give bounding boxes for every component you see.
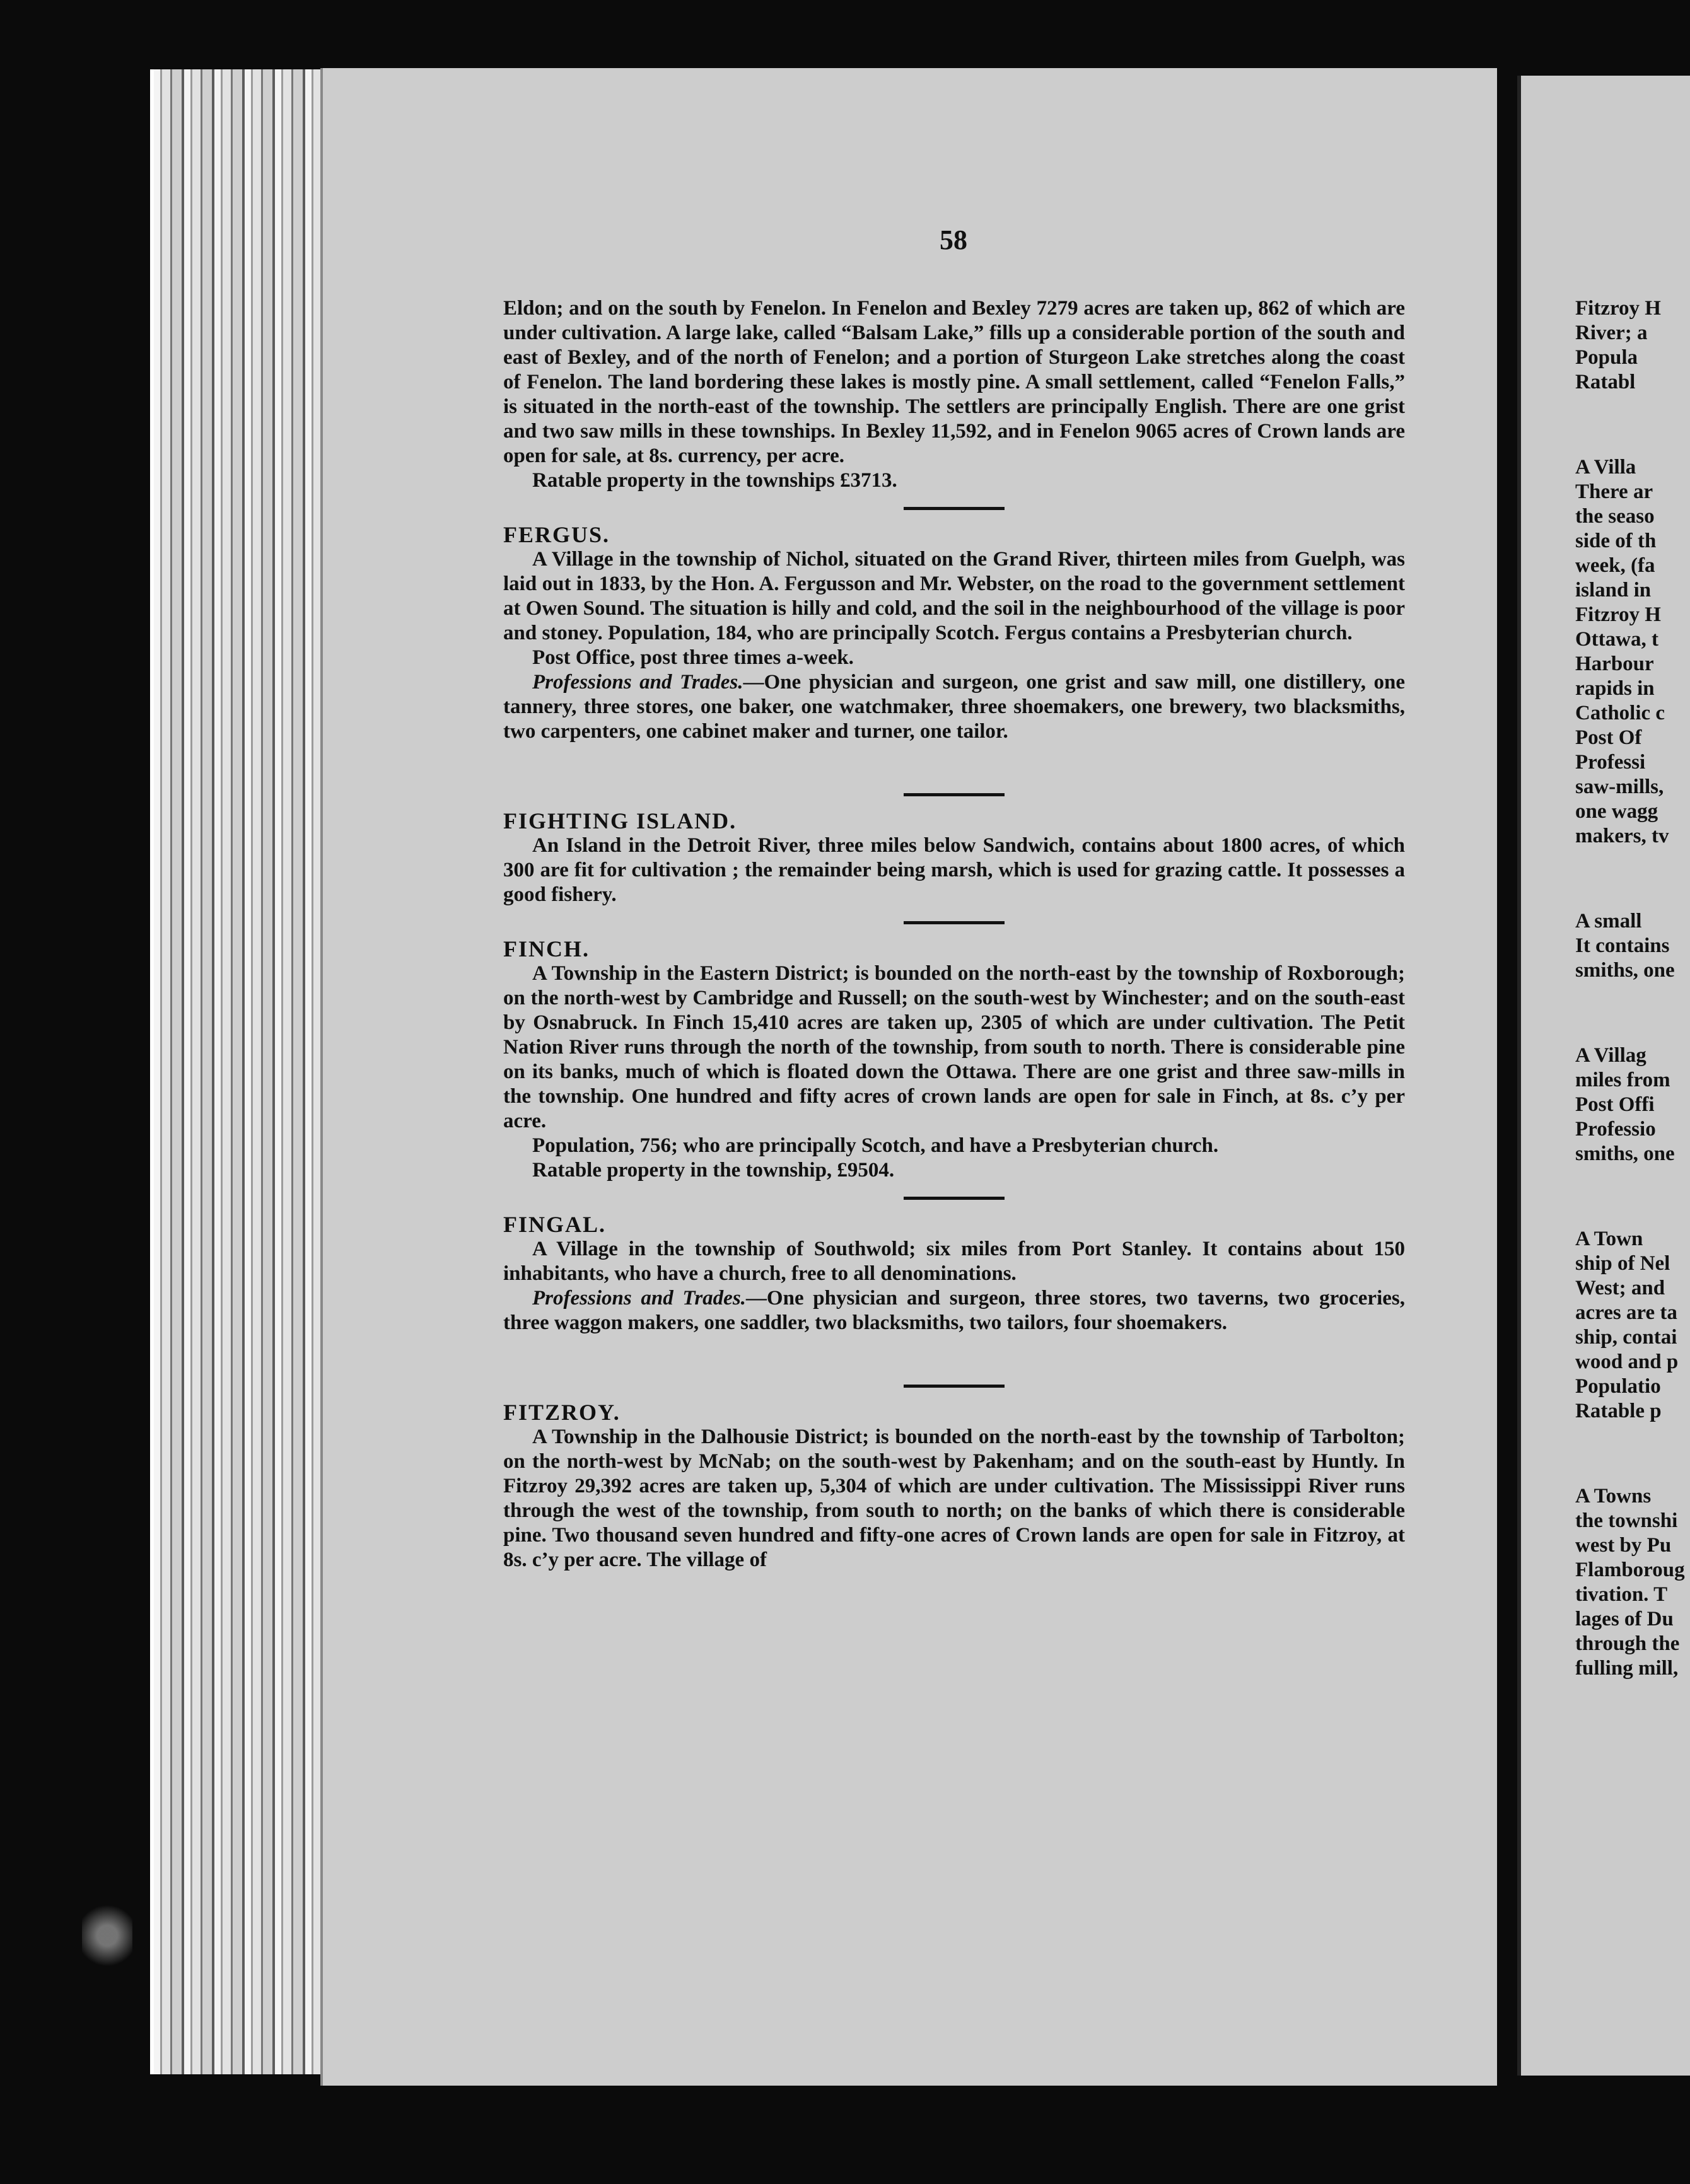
book-page-edges [150, 69, 324, 2074]
right-page-line: wood and p [1575, 1350, 1679, 1373]
right-page-line: miles from [1575, 1069, 1670, 1091]
right-page-line [1575, 1166, 1690, 1197]
right-page-line [1575, 425, 1690, 455]
right-page-line: Fitzroy H [1575, 603, 1661, 626]
right-page-line: makers, tv [1575, 825, 1669, 847]
section-divider [904, 507, 1005, 510]
right-page-line: A Villa [1575, 456, 1636, 479]
fergus-trades [503, 670, 1405, 744]
right-page-line: Fitzroy H [1575, 297, 1661, 320]
heading-fighting-island: FIGHTING ISLAND. [503, 808, 737, 834]
right-page-line: A Town [1575, 1228, 1643, 1250]
page-number: 58 [940, 224, 967, 255]
page-body [503, 296, 1405, 1572]
right-page-line: Post Offi [1575, 1093, 1655, 1116]
right-page-line: lages of Du [1575, 1608, 1674, 1630]
right-page-line: Ratabl [1575, 371, 1636, 393]
fergus-trades-text: —One physician and surgeon, one grist and saw mill, one distillery, one tannery, three stores, one baker, one watchmaker, three shoemakers, one brewery, two blacksmiths, two carpenters, one cabinet maker and turner, one tailor. [503, 671, 1405, 743]
section-divider [904, 921, 1005, 924]
right-page-line [1575, 879, 1690, 909]
finch-paragraph: A Township in the Eastern District; is bounded on the north-east by the township of Roxborough; on the north-west by Cambridge and Russell; on the south-west by Winchester; and on the south-east by Osnabruck. In Finch 15,410 acres are taken up, 2305 of which are under cultivation. The Petit Nation River runs through the north of the township, from south to north. There is considerable pine on its banks, much of which is floated down the Ottawa. There are one grist and three saw-mills in the township. One hundred and fifty acres of crown lands are open for sale in Finch, at 8s. c’y per acre. [503, 962, 1405, 1132]
right-page-line: A Villag [1575, 1044, 1646, 1067]
right-page-line: tivation. T [1575, 1583, 1668, 1606]
right-page-line: smiths, one [1575, 1142, 1675, 1165]
right-page-line: saw-mills, [1575, 775, 1664, 798]
right-page-line: Professi [1575, 751, 1646, 774]
right-page-line [1575, 1013, 1690, 1043]
right-page-line [1575, 983, 1690, 1013]
right-page-line: Professio [1575, 1118, 1656, 1141]
right-page-line: A small [1575, 910, 1642, 932]
right-page-line: ship of Nel [1575, 1252, 1670, 1275]
right-page-line: West; and [1575, 1277, 1665, 1299]
right-page-line: the seaso [1575, 505, 1655, 528]
right-page-line: acres are ta [1575, 1301, 1677, 1324]
fergus-post-office: Post Office, post three times a-week. [532, 646, 854, 669]
fighting-island-paragraph: An Island in the Detroit River, three miles below Sandwich, contains about 1800 acres, of which 300 are fit for cultivation ; the remainder being marsh, which is used for grazing cattle. It possesses a good fishery. [503, 834, 1405, 906]
heading-fingal: FINGAL. [503, 1212, 607, 1237]
right-page-line: There ar [1575, 480, 1653, 503]
section-divider [904, 1385, 1005, 1388]
right-page-line: island in [1575, 579, 1652, 601]
right-page-line: ship, contai [1575, 1326, 1677, 1349]
right-page-line: A Towns [1575, 1485, 1652, 1507]
right-page-line [1575, 395, 1690, 425]
continuation-paragraph: Eldon; and on the south by Fenelon. In Fenelon and Bexley 7279 acres are taken up, 862 of which are under cultivation. A large lake, called “Balsam Lake,” fills up a considerable portion of the south and east of Bexley, and of the north of Fenelon; and a portion of Sturgeon Lake stretches along the coast of Fenelon. The land bordering these lakes is mostly pine. A small settlement, called “Fenelon Falls,” is situated in the north-east of the township. The settlers are principally English. There are one grist and two saw mills in these townships. In Bexley 11,592, and in Fenelon 9065 acres of Crown lands are open for sale, at 8s. currency, per acre. [503, 297, 1405, 467]
right-page-fragments [1575, 296, 1690, 1681]
right-page-line: Ratable p [1575, 1400, 1662, 1422]
fingal-trades-label: Professions and Trades. [532, 1287, 746, 1310]
right-page-line: west by Pu [1575, 1534, 1672, 1557]
right-page-line: Flamboroug [1575, 1559, 1685, 1581]
right-page-line: It contains [1575, 934, 1670, 957]
fitzroy-paragraph: A Township in the Dalhousie District; is bounded on the north-east by the township of Tarbolton; on the north-west by McNab; on the south-west by Pakenham; and on the south-east by Huntly. In Fitzroy 29,392 acres are taken up, 5,304 of which are under cultivation. The Mississippi River runs through the west of the township, from south to north; on the banks of which there is considerable pine. Two thousand seven hundred and fifty-one acres of Crown lands are open for sale in Fitzroy, at 8s. c’y per acre. The village of [503, 1426, 1405, 1571]
right-page-line [1575, 849, 1690, 879]
heading-finch: FINCH. [503, 936, 590, 961]
fingal-paragraph: A Village in the township of Southwold; six miles from Port Stanley. It contains about 150 inhabitants, who have a church, free to all denominations. [503, 1238, 1405, 1285]
continuation-ratable: Ratable property in the townships £3713. [532, 469, 897, 492]
right-page-line: week, (fa [1575, 554, 1655, 577]
right-page-line: one wagg [1575, 800, 1658, 823]
right-page-line: Catholic c [1575, 702, 1665, 724]
right-page-line: Populatio [1575, 1375, 1661, 1398]
right-page-line [1575, 1454, 1690, 1484]
fergus-trades-label: Professions and Trades. [532, 671, 743, 694]
right-page-line: rapids in [1575, 677, 1655, 700]
right-page-line: smiths, one [1575, 959, 1675, 982]
right-page-line: Popula [1575, 346, 1638, 369]
right-page-line [1575, 1424, 1690, 1454]
right-page-line: Harbour [1575, 653, 1654, 675]
fingal-trades-text: —One physician and surgeon, three stores, two taverns, two groceries, three waggon makers, one saddler, two blacksmiths, two tailors, four shoemakers. [503, 1287, 1405, 1334]
right-page-line: through the [1575, 1632, 1680, 1655]
scan-smudge [82, 1891, 132, 1980]
heading-fitzroy: FITZROY. [503, 1400, 621, 1425]
right-page-line: fulling mill, [1575, 1657, 1679, 1680]
section-divider [904, 793, 1005, 796]
right-page-line [1575, 1197, 1690, 1227]
section-divider [904, 1197, 1005, 1200]
fingal-trades [503, 1286, 1405, 1335]
right-page-line: River; a [1575, 322, 1648, 344]
finch-ratable: Ratable property in the township, £9504. [532, 1159, 895, 1182]
heading-fergus: FERGUS. [503, 522, 610, 547]
right-page-line: Post Of [1575, 726, 1642, 749]
fergus-paragraph: A Village in the township of Nichol, situated on the Grand River, thirteen miles from Guelph, was laid out in 1833, by the Hon. A. Fergusson and Mr. Webster, on the road to the government settlement at Owen Sound. The situation is hilly and cold, and the soil in the neighbourhood of the village is poor and stoney. Population, 184, who are principally Scotch. Fergus contains a Presbyterian church. [503, 548, 1405, 644]
right-page-line: side of th [1575, 530, 1657, 552]
right-page-line: the townshi [1575, 1509, 1678, 1532]
right-page-line: Ottawa, t [1575, 628, 1658, 651]
finch-population: Population, 756; who are principally Scotch, and have a Presbyterian church. [532, 1134, 1219, 1157]
